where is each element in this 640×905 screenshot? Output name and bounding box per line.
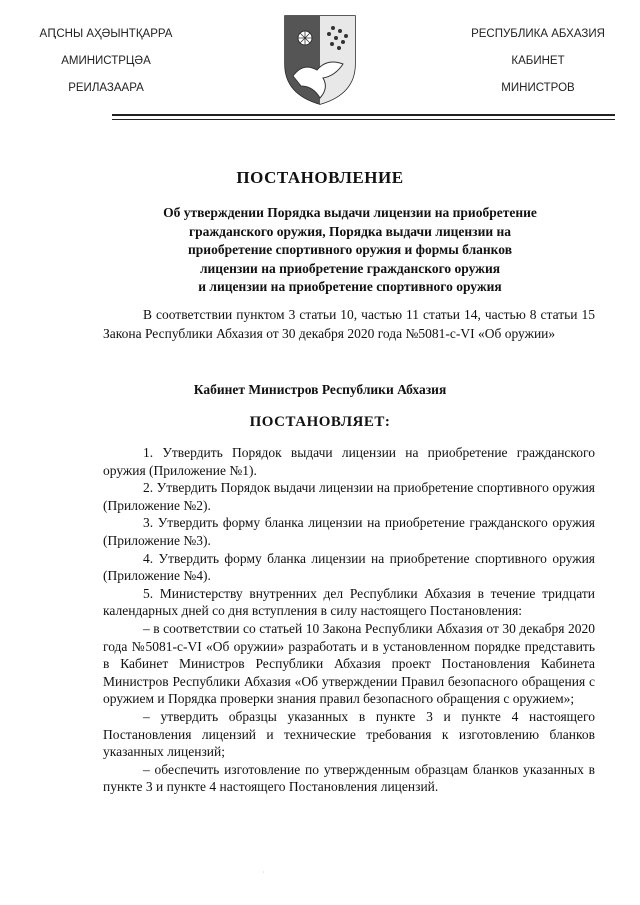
header-right-line-1: РЕСПУБЛИКА АБХАЗИЯ [471, 28, 605, 40]
document-title: ПОСТАНОВЛЕНИЕ [236, 168, 404, 187]
paragraph-5-item-1: – в соответствии со статьей 10 Закона Республики Абхазия от 30 декабря 2020 года №5081-с-VI «Об оружии» разработать и в установленном порядке представить в Кабинет Министров Республики Абхазия проект Постановления Кабинета Министров Республики Абхазия «Об утверждении Правил безопасного обращения с оружием и Порядка проверки знания правил безопасного обращения с оружием»; [103, 620, 595, 707]
paragraph-3: 3. Утвердить форму бланка лицензии на приобретение гражданского оружия (Приложение №3). [103, 515, 595, 548]
header-left-block [16, 26, 196, 107]
paragraph-5: 5. Министерству внутренних дел Республики Абхазия в течение тридцати календарных дней со дня вступления в силу настоящего Постановления: [103, 585, 595, 619]
preamble-text: В соответствии пунктом 3 статьи 10, частью 11 статьи 14, частью 8 статьи 15 Закона Республики Абхазия от 30 декабря 2020 года №5081-с-VI «Об оружии» [103, 307, 595, 341]
paragraph-5-item-3: – обеспечить изготовление по утвержденным образцам бланков указанных в пункте 3 и пункте 4 настоящего Постановления лицензий. [103, 761, 595, 795]
subject-line-5: и лицензии на приобретение спортивного оружия [198, 279, 502, 294]
header-left-line-3: РЕИЛАЗААРА [68, 82, 144, 94]
header-left-line-1: АԤСНЫ АҲӘЫНТҚАРРА [39, 28, 173, 40]
header-right-line-3: МИНИСТРОВ [501, 82, 575, 94]
preamble-block [103, 306, 595, 343]
header-left-line-2: АМИНИСТРЦӘА [61, 55, 151, 67]
paragraph-5-item-2: – утвердить образцы указанных в пункте 3 и пункте 4 настоящего Постановления лицензий и технические требования к изготовлению бланков указанных лицензий; [103, 708, 595, 760]
decree-heading: ПОСТАНОВЛЯЕТ: [249, 414, 391, 430]
subject-line-4: лицензии на приобретение гражданского оружия [199, 260, 501, 276]
header-divider-thin [112, 119, 615, 120]
issuing-body: Кабинет Министров Республики Абхазия [193, 382, 447, 397]
subject-line-3: приобретение спортивного оружия и формы бланков [188, 242, 512, 257]
document-body [103, 444, 595, 796]
paragraph-4: 4. Утвердить форму бланка лицензии на приобретение спортивного оружия (Приложение №4). [103, 550, 595, 584]
subject-line-1: Об утверждении Порядка выдачи лицензии на приобретение [163, 205, 537, 220]
paragraph-2: 2. Утвердить Порядок выдачи лицензии на приобретение спортивного оружия (Приложение №2). [103, 480, 595, 513]
header-divider-thick [112, 114, 615, 116]
subject-line-2: гражданского оружия, Порядка выдачи лицензии на [188, 223, 512, 239]
paragraph-1: 1. Утвердить Порядок выдачи лицензии на приобретение гражданского оружия (Приложение №1). [103, 445, 595, 478]
header-right-line-2: КАБИНЕТ [511, 55, 565, 67]
coat-of-arms-icon [283, 14, 357, 106]
document-subject [60, 204, 640, 297]
header-right-block [448, 26, 628, 107]
scan-speck: · [262, 868, 265, 877]
